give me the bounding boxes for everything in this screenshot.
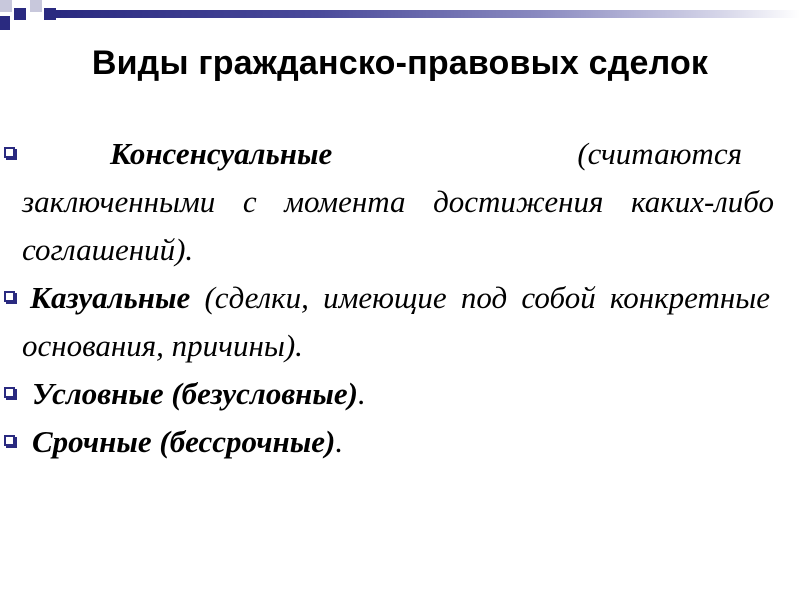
decor-square-icon bbox=[30, 0, 42, 12]
decor-gradient-bar bbox=[56, 10, 800, 18]
hollow-square-bullet-icon bbox=[4, 435, 15, 446]
decor-square-icon bbox=[44, 8, 56, 20]
hollow-square-bullet-icon bbox=[4, 291, 15, 302]
list-item-consensual bbox=[0, 130, 800, 274]
decor-square-icon bbox=[0, 16, 10, 30]
list-item-term bbox=[0, 418, 800, 466]
term-conditional: Условные (безусловные) bbox=[32, 376, 358, 411]
term-causal: Казуальные bbox=[30, 280, 191, 315]
list-item-first-line bbox=[22, 130, 778, 178]
term-term-tail: . bbox=[335, 424, 344, 459]
top-decoration bbox=[0, 0, 800, 28]
desc-consensual-open: (считаются bbox=[577, 136, 742, 171]
slide-body bbox=[0, 130, 800, 466]
term-term: Срочные (бессрочные) bbox=[32, 424, 336, 459]
list-item-conditional bbox=[0, 370, 800, 418]
decor-square-icon bbox=[14, 8, 26, 20]
decor-square-icon bbox=[0, 0, 12, 12]
desc-causal: (сделки, имеющие под собой конкретные основания, причины). bbox=[22, 280, 770, 363]
list-item-causal bbox=[0, 274, 800, 370]
desc-consensual-rest: заключенными с момента достижения каких-либо соглашений). bbox=[22, 184, 774, 267]
hollow-square-bullet-icon bbox=[4, 387, 15, 398]
slide-title: Виды гражданско-правовых сделок bbox=[91, 44, 709, 82]
term-conditional-tail: . bbox=[357, 376, 366, 411]
term-consensual: Консенсуальные bbox=[110, 136, 333, 171]
hollow-square-bullet-icon bbox=[4, 147, 15, 158]
